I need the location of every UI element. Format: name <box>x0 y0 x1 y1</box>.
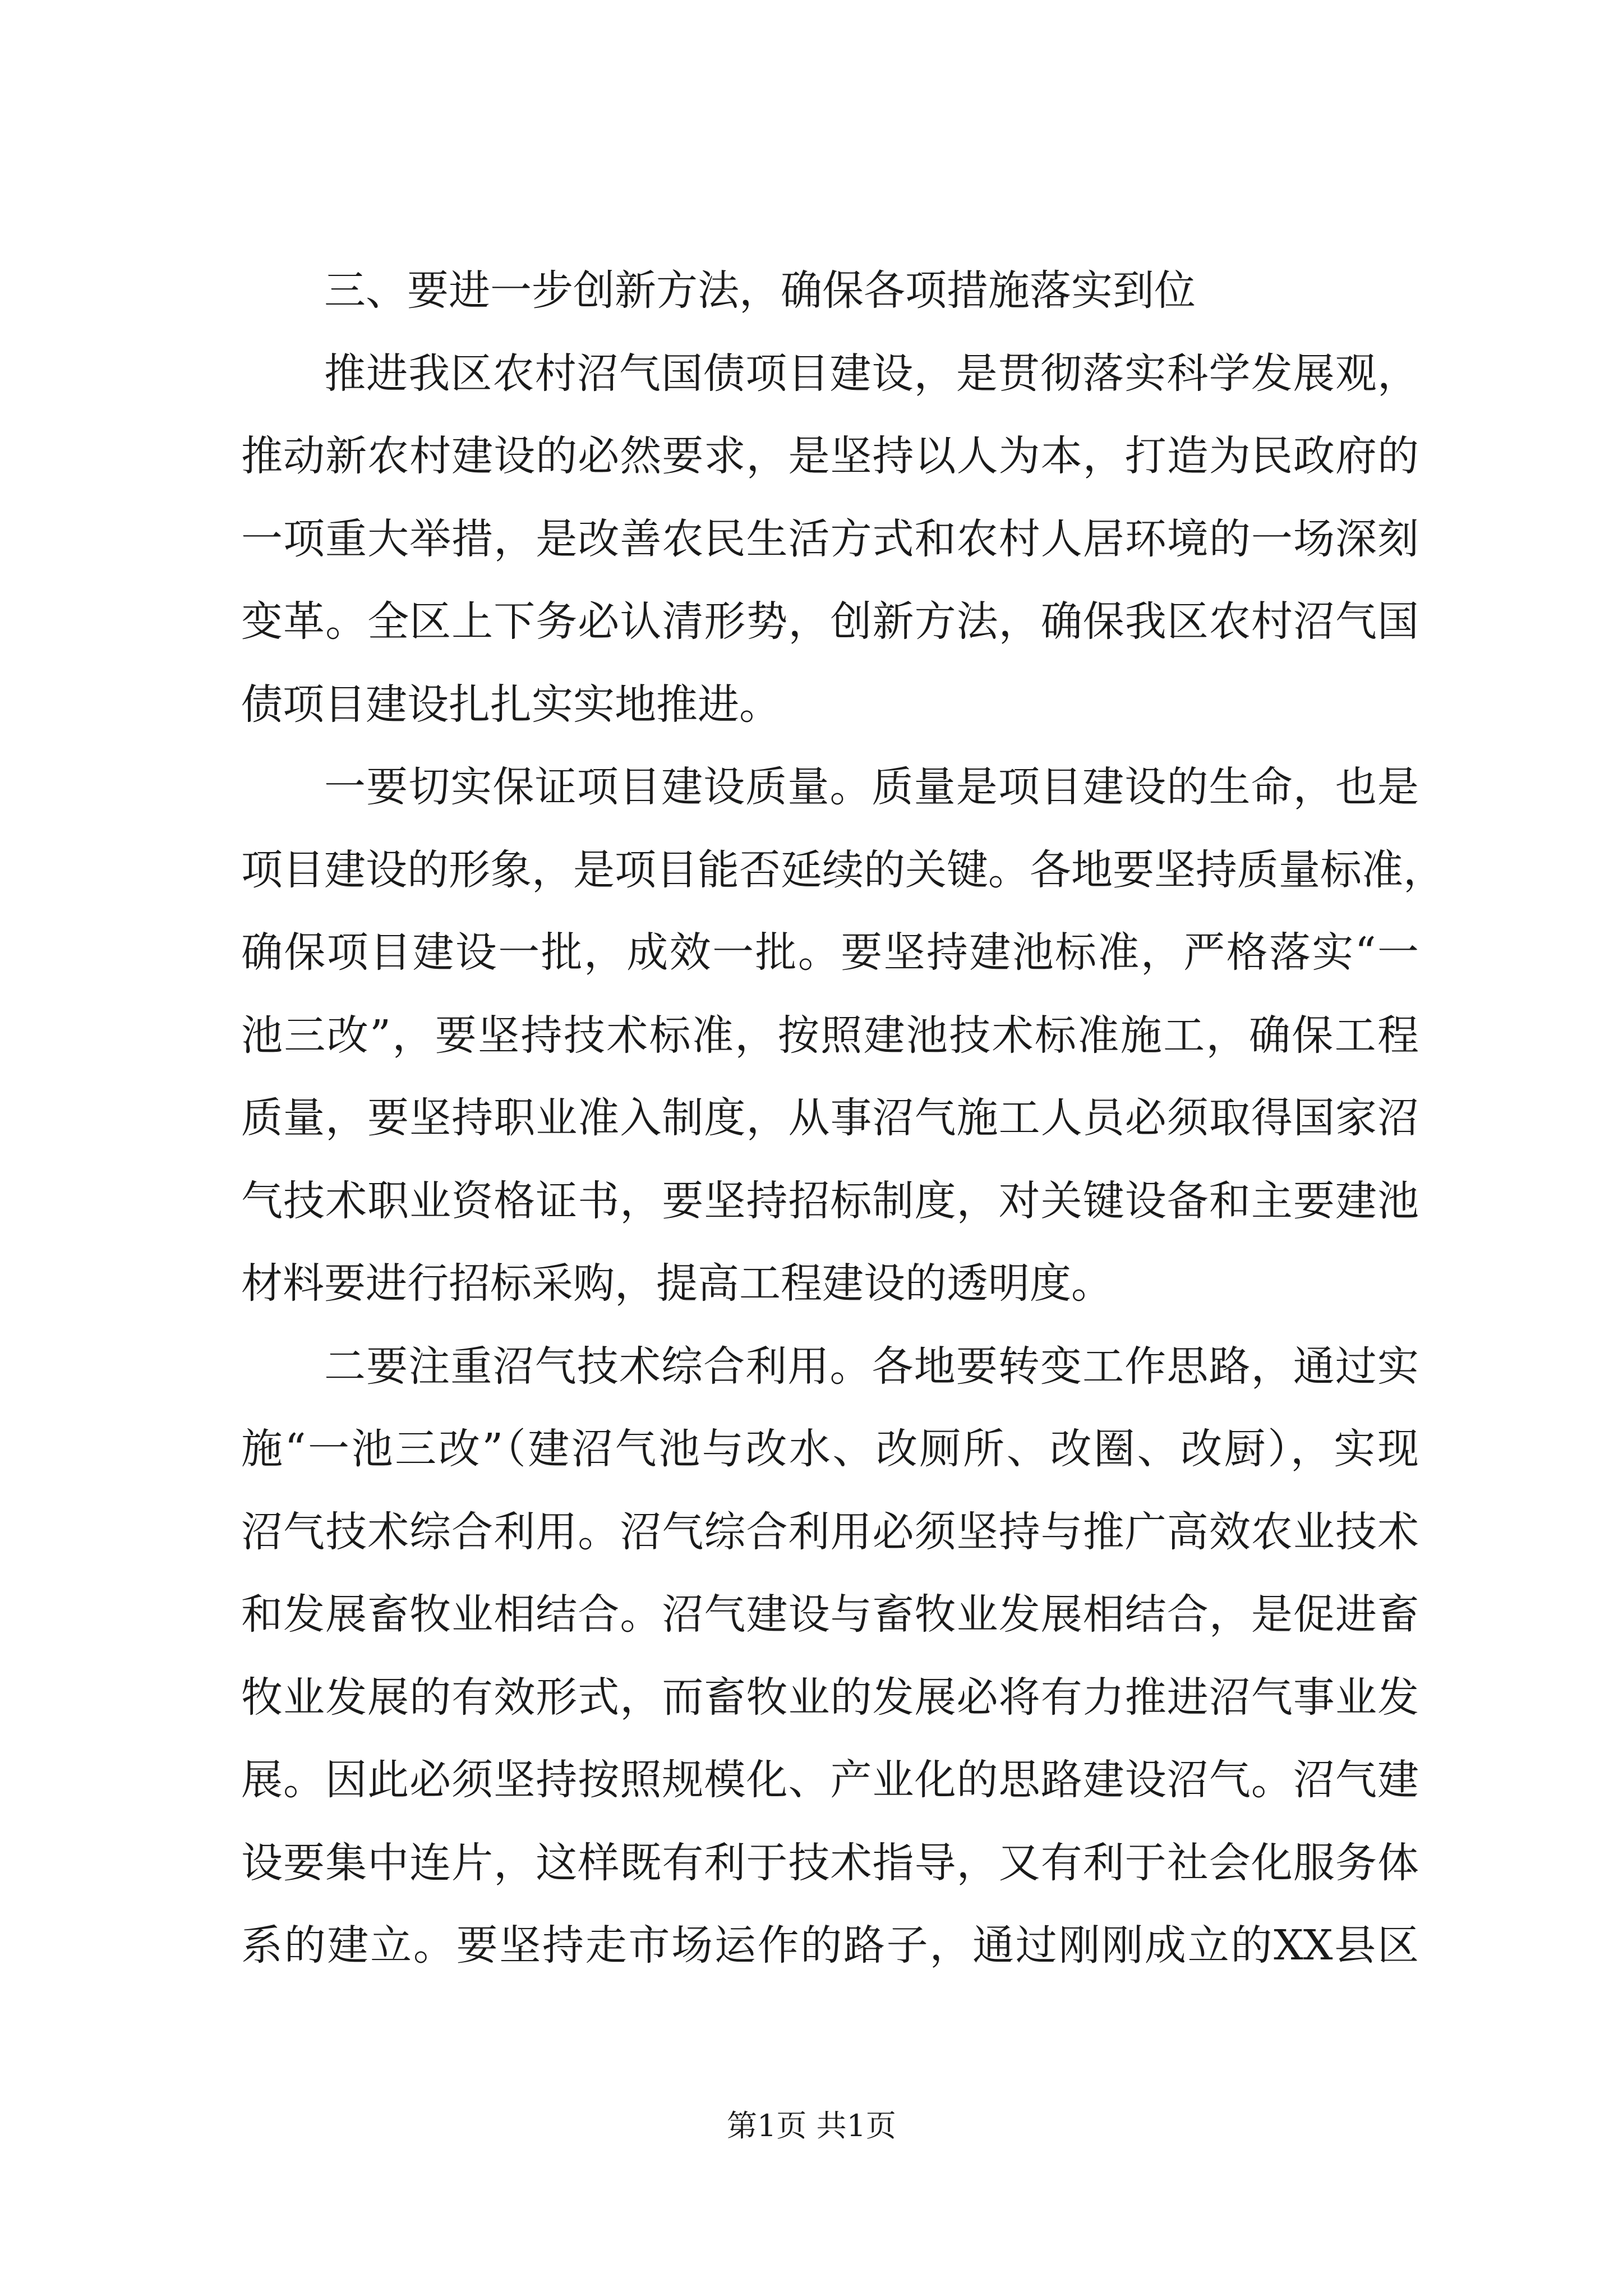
document-body <box>241 264 1445 2001</box>
paragraph-line: 确保项目建设一批，成效一批。要坚持建池标准，严格落实“一 <box>241 928 1419 977</box>
paragraph-line: 沼气技术综合利用。沼气综合利用必须坚持与推广高效农业技术 <box>241 1507 1419 1556</box>
paragraph-line: 二要注重沼气技术综合利用。各地要转变工作思路，通过实 <box>324 1342 1419 1391</box>
paragraph-line: 气技术职业资格证书，要坚持招标制度，对关键设备和主要建池 <box>241 1176 1419 1225</box>
paragraph-line: 一要切实保证项目建设质量。质量是项目建设的生命，也是 <box>324 763 1419 811</box>
paragraph-line: 项目建设的形象，是项目能否延续的关键。各地要坚持质量标准， <box>241 845 1445 894</box>
paragraph-line: 牧业发展的有效形式，而畜牧业的发展必将有力推进沼气事业发 <box>241 1673 1419 1722</box>
paragraph-line: 材料要进行招标采购，提高工程建设的透明度。 <box>241 1259 1113 1308</box>
paragraph-line: 推动新农村建设的必然要求，是坚持以人为本，打造为民政府的 <box>241 432 1419 480</box>
paragraph-line: 施“一池三改”（建沼气池与改水、改厕所、改圈、改厨），实现 <box>241 1425 1419 1473</box>
paragraph-line: 池三改”，要坚持技术标准，按照建池技术标准施工，确保工程 <box>241 1011 1419 1060</box>
paragraph-line: 变革。全区上下务必认清形势，创新方法，确保我区农村沼气国 <box>241 597 1419 646</box>
paragraph-line: 一项重大举措，是改善农民生活方式和农村人居环境的一场深刻 <box>241 514 1419 563</box>
page-footer <box>0 2106 1623 2146</box>
paragraph-line: 和发展畜牧业相结合。沼气建设与畜牧业发展相结合，是促进畜 <box>241 1590 1419 1639</box>
paragraph-line: 展。因此必须坚持按照规模化、产业化的思路建设沼气。沼气建 <box>241 1756 1419 1804</box>
paragraph-line: 推进我区农村沼气国债项目建设，是贯彻落实科学发展观， <box>324 349 1419 398</box>
paragraph-line: 质量，要坚持职业准入制度，从事沼气施工人员必须取得国家沼 <box>241 1094 1419 1142</box>
section-heading: 三、要进一步创新方法，确保各项措施落实到位 <box>324 266 1196 315</box>
page-number-label: 第1页 共1页 <box>727 2108 896 2143</box>
paragraph-line: 债项目建设扎扎实实地推进。 <box>241 680 781 729</box>
paragraph-line: 设要集中连片，这样既有利于技术指导，又有利于社会化服务体 <box>241 1838 1419 1887</box>
paragraph-line: 系的建立。要坚持走市场运作的路子，通过刚刚成立的XX县区 <box>241 1921 1419 1970</box>
